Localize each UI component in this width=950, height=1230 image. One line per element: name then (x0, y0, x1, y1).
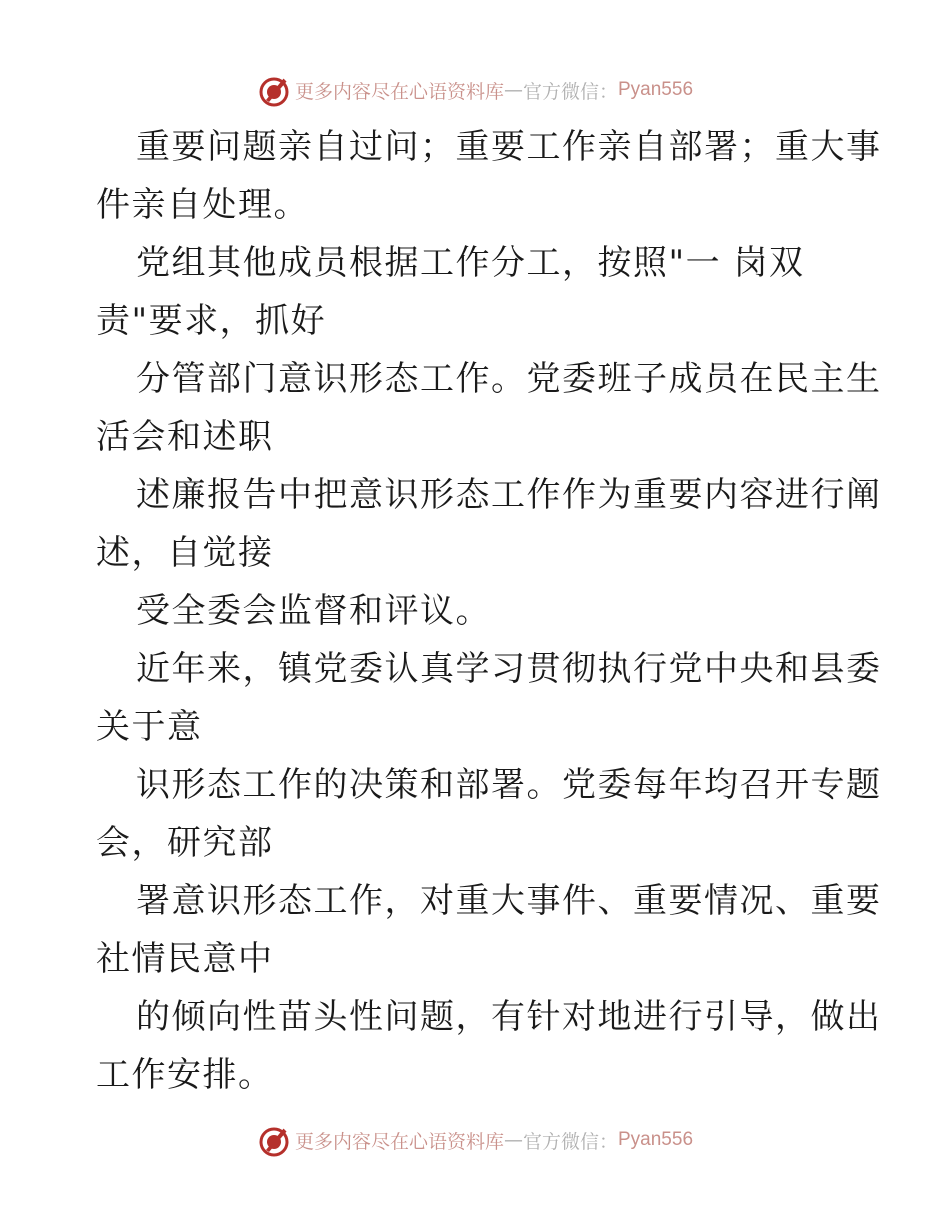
footer-brand-text: 更多内容尽在心语资料库 (294, 1130, 504, 1153)
text-line: 的倾向性苗头性问题，有针对地进行引导，做出 (136, 997, 882, 1037)
quill-pen-logo-icon (257, 73, 291, 107)
header-banner (0, 70, 950, 110)
footer-official-label: 官方微信： (522, 1130, 618, 1153)
text-line: 述，自觉接 (96, 533, 274, 573)
text-line: 重要问题亲自过问；重要工作亲自部署；重大事 (136, 127, 882, 167)
header-dash: — (503, 79, 523, 101)
text-line: 会，研究部 (96, 823, 274, 863)
text-line: 关于意 (96, 707, 203, 747)
document-body (96, 118, 882, 1104)
text-line: 分管部门意识形态工作。党委班子成员在民主生 (136, 359, 882, 399)
quill-pen-logo-icon (257, 1123, 291, 1157)
footer-banner (0, 1120, 950, 1160)
header-official-label: 官方微信： (522, 80, 618, 103)
text-line: 责"要求，抓好 (96, 301, 327, 341)
footer-wechat-id: Pyan556 (618, 1129, 694, 1150)
header-wechat-id: Pyan556 (618, 79, 694, 100)
footer-dash: — (503, 1129, 523, 1151)
text-line: 件亲自处理。 (96, 185, 309, 225)
header-brand-text: 更多内容尽在心语资料库 (294, 80, 504, 103)
text-line: 社情民意中 (96, 939, 274, 979)
text-line: 识形态工作的决策和部署。党委每年均召开专题 (136, 765, 882, 805)
text-line: 近年来，镇党委认真学习贯彻执行党中央和县委 (136, 649, 882, 689)
text-line: 党组其他成员根据工作分工，按照"一 岗双 (136, 243, 805, 283)
text-line: 述廉报告中把意识形态工作作为重要内容进行阐 (136, 475, 882, 515)
text-line: 活会和述职 (96, 417, 274, 457)
text-line: 署意识形态工作，对重大事件、重要情况、重要 (136, 881, 882, 921)
text-line: 工作安排。 (96, 1055, 274, 1095)
text-line: 受全委会监督和评议。 (136, 591, 491, 631)
